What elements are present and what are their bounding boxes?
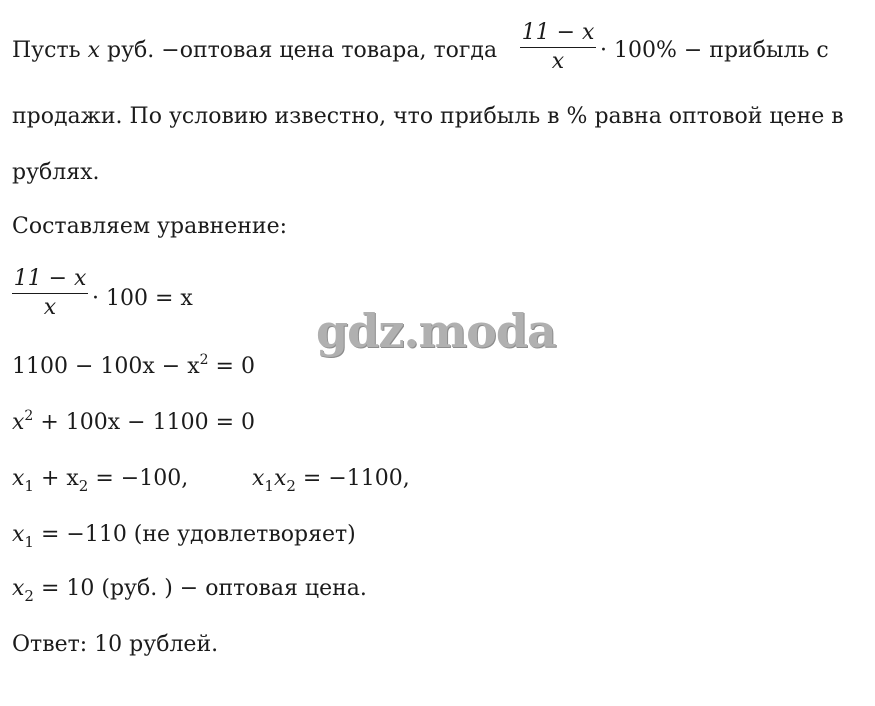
eq3-post: + 100x − 1100 = 0 bbox=[33, 410, 255, 435]
para2-line: продажи. По условию известно, что прибыль в % равна оптовой цене в bbox=[12, 104, 844, 129]
fraction-denominator: x bbox=[551, 49, 565, 74]
eq6-sub: 2 bbox=[24, 587, 34, 605]
fraction-bar bbox=[520, 47, 596, 48]
eq5-x: x bbox=[12, 522, 25, 547]
eq4-sub2: 2 bbox=[78, 477, 89, 495]
eq4-product: = −1100, bbox=[295, 466, 410, 491]
eq1-denominator: x bbox=[43, 295, 57, 320]
answer-line: Ответ: 10 рублей. bbox=[12, 632, 219, 657]
eq3-line bbox=[12, 410, 255, 435]
eq4-sub1: 1 bbox=[24, 477, 34, 495]
eq3-exponent: 2 bbox=[24, 408, 34, 424]
para1-start: Пусть bbox=[12, 38, 81, 63]
eq4-product-x2: x bbox=[273, 466, 287, 491]
para1-line bbox=[12, 38, 497, 63]
para1-after-fraction: · 100% − прибыль с bbox=[600, 38, 829, 63]
eq2-post: = 0 bbox=[208, 354, 255, 379]
eq1-fraction bbox=[12, 266, 88, 320]
eq1-numerator: 11 − x bbox=[13, 266, 87, 291]
eq4-sub3: 1 bbox=[264, 477, 274, 495]
eq5-line bbox=[12, 522, 356, 551]
eq4-right bbox=[252, 466, 410, 495]
eq6-rest: = 10 (руб. ) − оптовая цена. bbox=[33, 576, 367, 601]
eq1-fraction-bar bbox=[12, 293, 88, 294]
eq4-x1: x bbox=[12, 466, 25, 491]
eq6-line bbox=[12, 576, 367, 605]
fraction-numerator: 11 − x bbox=[521, 20, 595, 45]
eq4-left bbox=[12, 466, 189, 495]
para3-line: рублях. bbox=[12, 160, 100, 185]
var-x: x bbox=[87, 38, 101, 63]
eq2-line bbox=[12, 354, 255, 379]
eq5-sub: 1 bbox=[24, 533, 34, 551]
eq5-rest: = −110 (не удовлетворяет) bbox=[33, 522, 356, 547]
eq6-x: x bbox=[12, 576, 25, 601]
para1-fraction bbox=[520, 20, 596, 74]
compose-heading: Составляем уравнение: bbox=[12, 214, 288, 239]
eq4-sum: = −100, bbox=[88, 466, 189, 491]
para1-middle: руб. −оптовая цена товара, тогда bbox=[107, 38, 498, 63]
eq3-x: x bbox=[12, 410, 25, 435]
eq2-exponent: 2 bbox=[199, 352, 209, 368]
eq4-sub4: 2 bbox=[286, 477, 296, 495]
eq4-plus-x: + x bbox=[33, 466, 79, 491]
watermark: gdz.moda bbox=[316, 304, 556, 358]
eq1-rest: · 100 = x bbox=[92, 286, 193, 311]
eq2-pre: 1100 − 100x − x bbox=[12, 354, 200, 379]
eq4-product-x1: x bbox=[252, 466, 265, 491]
